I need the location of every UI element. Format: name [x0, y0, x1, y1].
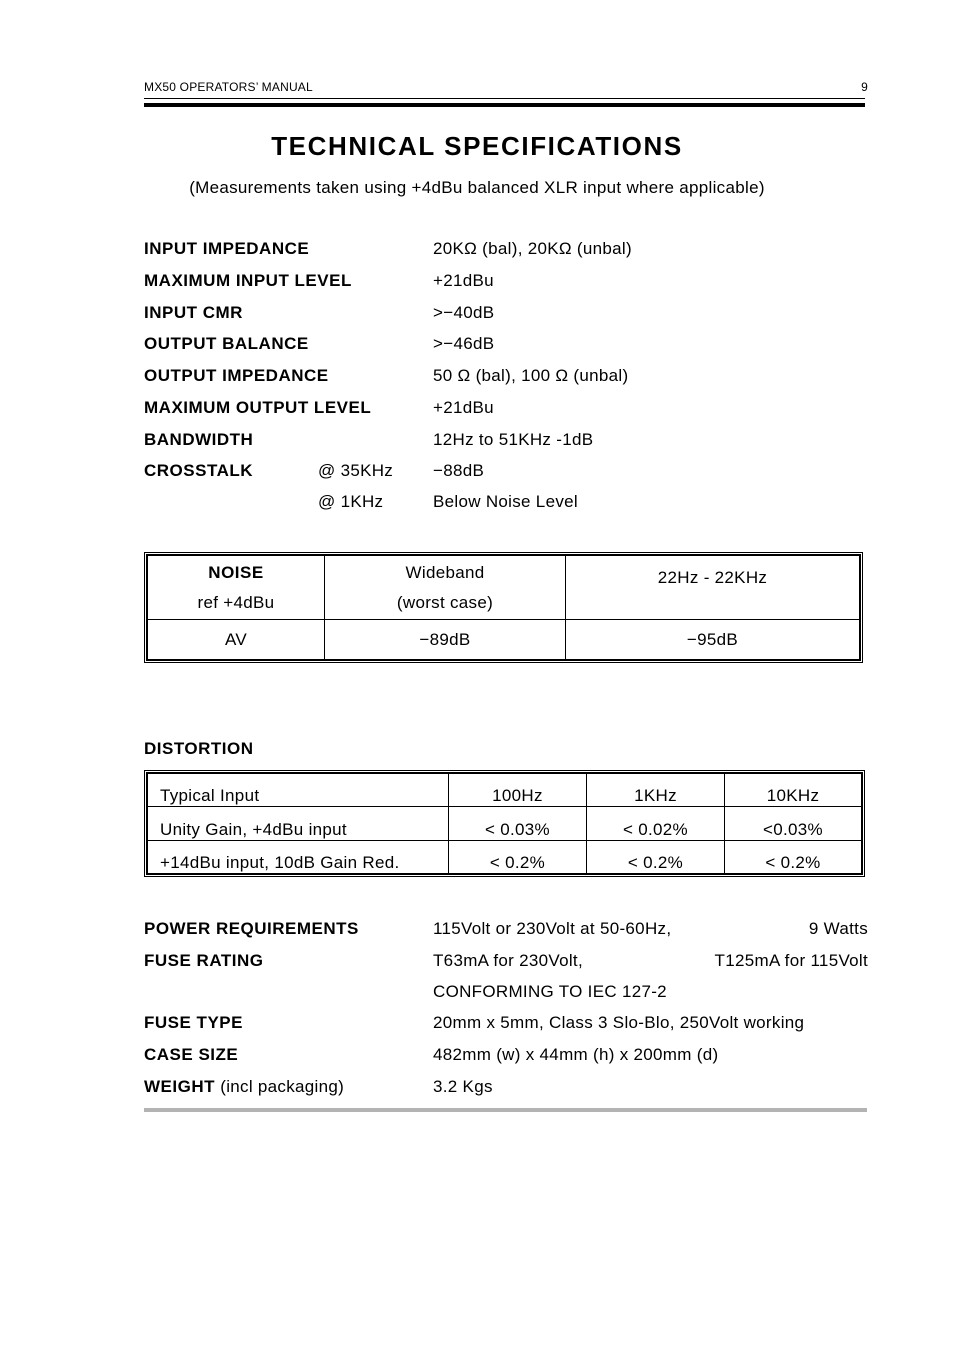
power-watts-value: 9 Watts	[808, 919, 868, 938]
noise-row-col2: −95dB	[566, 620, 860, 660]
noise-col1-header	[325, 556, 566, 620]
weight-label	[144, 1077, 344, 1097]
crosstalk-condition-35khz: @ 35KHz	[318, 461, 394, 480]
fuse-rating-value-right: T125mA for 115Volt	[714, 951, 868, 970]
distortion-header-cell: 10KHz	[725, 774, 862, 807]
output-impedance-value: 50 Ω (bal), 100 Ω (unbal)	[433, 366, 629, 385]
fuse-type-value: 20mm x 5mm, Class 3 Slo-Blo, 250Volt working	[433, 1013, 805, 1032]
table-row	[148, 807, 862, 840]
output-balance-value: >−46dB	[433, 334, 495, 353]
footer-rule	[144, 1108, 867, 1112]
noise-header-cell	[148, 556, 325, 620]
max-input-level-value: +21dBu	[433, 271, 494, 290]
noise-row-col1: −89dB	[325, 620, 566, 660]
distortion-cell: < 0.2%	[587, 840, 725, 873]
page-number: 9	[861, 80, 868, 94]
distortion-cell: < 0.03%	[449, 807, 587, 840]
noise-col1-title: Wideband	[405, 562, 485, 582]
distortion-cell: <0.03%	[725, 807, 862, 840]
bandwidth-value: 12Hz to 51KHz -1dB	[433, 430, 594, 449]
fuse-type-label: FUSE TYPE	[144, 1013, 243, 1032]
max-input-level-label: MAXIMUM INPUT LEVEL	[144, 271, 352, 290]
fuse-rating-conformance: CONFORMING TO IEC 127-2	[433, 982, 667, 1001]
noise-table	[144, 552, 863, 663]
output-balance-label: OUTPUT BALANCE	[144, 334, 309, 353]
weight-value: 3.2 Kgs	[433, 1077, 493, 1096]
case-size-value: 482mm (w) x 44mm (h) x 200mm (d)	[433, 1045, 719, 1064]
distortion-cell: < 0.02%	[587, 807, 725, 840]
distortion-header-cell: Typical Input	[148, 774, 449, 807]
page-subtitle: (Measurements taken using +4dBu balanced XLR input where applicable)	[189, 178, 765, 197]
distortion-cell: < 0.2%	[449, 840, 587, 873]
noise-row-label: AV	[148, 620, 325, 660]
fuse-rating-label: FUSE RATING	[144, 951, 264, 970]
weight-label-note: (incl packaging)	[220, 1077, 345, 1096]
fuse-rating-value: T63mA for 230Volt,	[433, 951, 583, 970]
crosstalk-value-1khz: Below Noise Level	[433, 492, 578, 511]
max-output-level-label: MAXIMUM OUTPUT LEVEL	[144, 398, 372, 417]
noise-col2-title: 22Hz - 22KHz	[566, 556, 860, 620]
max-output-level-value: +21dBu	[433, 398, 494, 417]
input-cmr-label: INPUT CMR	[144, 303, 243, 322]
bandwidth-label: BANDWIDTH	[144, 430, 254, 449]
noise-header-label: NOISE	[208, 562, 264, 582]
output-impedance-label: OUTPUT IMPEDANCE	[144, 366, 329, 385]
distortion-cell: +14dBu input, 10dB Gain Red.	[148, 840, 449, 873]
power-requirements-label: POWER REQUIREMENTS	[144, 919, 359, 938]
manual-title: MX50 OPERATORS’ MANUAL	[144, 80, 313, 94]
case-size-label: CASE SIZE	[144, 1045, 239, 1064]
page-title: TECHNICAL SPECIFICATIONS	[271, 131, 683, 161]
distortion-heading: DISTORTION	[144, 739, 254, 758]
crosstalk-value-35khz: −88dB	[433, 461, 485, 480]
power-requirements-value: 115Volt or 230Volt at 50-60Hz,	[433, 919, 672, 938]
distortion-cell: < 0.2%	[725, 840, 862, 873]
noise-header-sub: ref +4dBu	[197, 592, 275, 612]
weight-label-text: WEIGHT	[144, 1077, 215, 1096]
distortion-header-cell: 1KHz	[587, 774, 725, 807]
table-row	[148, 840, 862, 873]
crosstalk-label: CROSSTALK	[144, 461, 254, 480]
distortion-header-cell: 100Hz	[449, 774, 587, 807]
input-cmr-value: >−40dB	[433, 303, 495, 322]
distortion-cell: Unity Gain, +4dBu input	[148, 807, 449, 840]
input-impedance-value: 20KΩ (bal), 20KΩ (unbal)	[433, 239, 632, 258]
header-rule-thin	[144, 98, 865, 99]
input-impedance-label: INPUT IMPEDANCE	[144, 239, 310, 258]
header-rule-thick	[144, 103, 865, 107]
noise-col1-sub: (worst case)	[396, 592, 494, 612]
crosstalk-condition-1khz: @ 1KHz	[318, 492, 384, 511]
distortion-table	[144, 770, 865, 877]
